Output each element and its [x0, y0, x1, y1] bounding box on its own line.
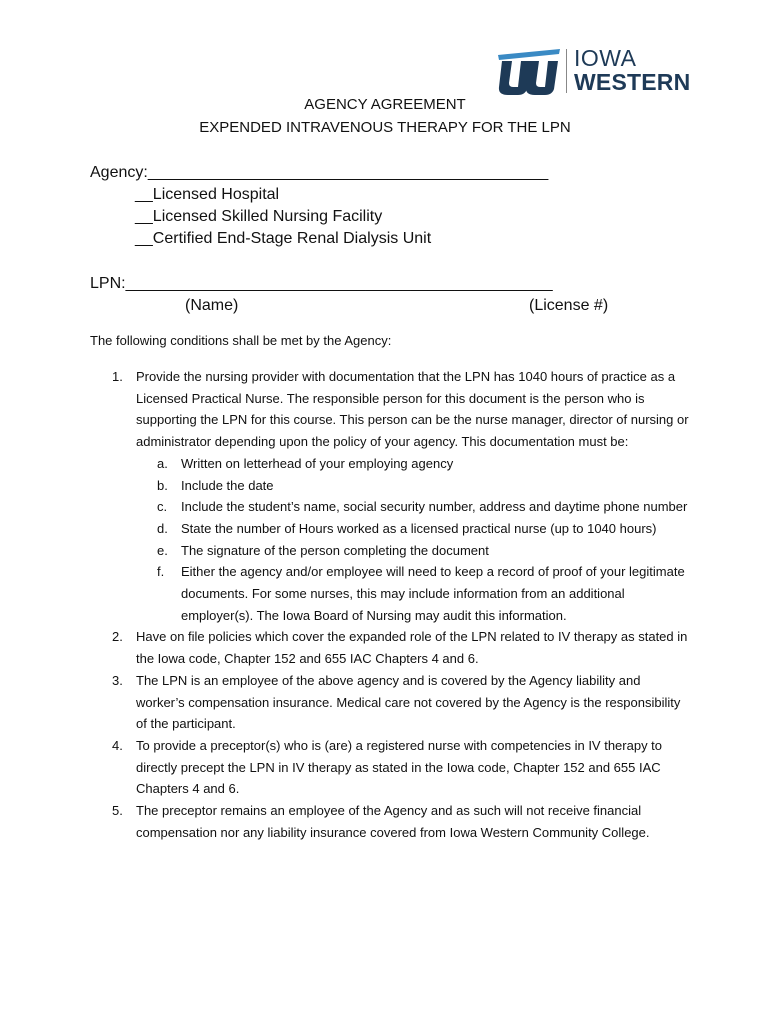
condition-text: Provide the nursing provider with documentation that the LPN has 1040 hours of practice as a Licensed Practical Nurse. The responsible person for this document is the person who is supporting the LPN for this course. This person can be the nurse manager, director of nursing or administrator depending upon the policy of your agency. This documentation must be:	[136, 369, 689, 450]
iowa-western-logo	[496, 45, 691, 97]
condition-number: 4.	[112, 737, 123, 753]
sub-item	[136, 453, 690, 475]
sub-text: Either the agency and/or employee will need to keep a record of proof of your legitimate documents. For some nurses, this may include information from an additional employer(s). The Iowa Board of Nursing may audit this information.	[181, 564, 685, 623]
logo-text-iowa: IOWA	[574, 45, 637, 71]
condition-number: 5.	[112, 803, 123, 819]
lpn-field[interactable]: LPN:________________________________________________	[90, 275, 553, 292]
condition-item	[90, 800, 690, 843]
condition-text: Have on file policies which cover the expanded role of the LPN related to IV therapy as stated in the Iowa code, Chapter 152 and 655 IAC Chapters 4 and 6.	[136, 629, 688, 667]
condition-item	[90, 366, 690, 453]
agency-option-skilled-nursing: __Licensed Skilled Nursing Facility	[135, 208, 383, 225]
sub-item	[136, 540, 690, 562]
lpn-license-label: (License #)	[529, 297, 609, 314]
sub-text: Include the student’s name, social security number, address and daytime phone number	[181, 499, 688, 515]
conditions-intro: The following conditions shall be met by the Agency:	[90, 333, 392, 348]
sub-letter: b.	[157, 477, 168, 493]
sub-item	[136, 561, 690, 626]
agency-field[interactable]: Agency:_____________________________________________	[90, 164, 549, 181]
agency-option-dialysis: __Certified End-Stage Renal Dialysis Unit	[135, 230, 432, 247]
sub-item	[136, 475, 690, 497]
logo-divider	[566, 49, 567, 93]
sub-text: The signature of the person completing the document	[181, 542, 489, 558]
sub-text: Written on letterhead of your employing agency	[181, 455, 454, 471]
condition-number: 2.	[112, 629, 123, 645]
condition-item	[90, 735, 690, 800]
agency-option-hospital: __Licensed Hospital	[135, 186, 280, 203]
condition-item	[90, 670, 690, 735]
condition-text: The preceptor remains an employee of the Agency and as such will not receive financial compensation nor any liability insurance covered from Iowa Western Community College.	[136, 803, 650, 840]
sub-letter: d.	[157, 520, 168, 536]
sub-item	[136, 496, 690, 518]
document-title: AGENCY AGREEMENT	[304, 96, 466, 113]
sub-letter: a.	[157, 455, 168, 471]
condition-item	[90, 626, 690, 669]
lpn-name-label: (Name)	[185, 297, 239, 314]
sub-text: Include the date	[181, 477, 274, 493]
sub-letter: e.	[157, 542, 168, 558]
logo-text-western: WESTERN	[574, 69, 691, 95]
condition-text: To provide a preceptor(s) who is (are) a registered nurse with competencies in IV therapy to directly precept the LPN in IV therapy as stated in the Iowa code, Chapter 152 and 655 IAC Chapters 4 and 6.	[136, 737, 663, 797]
sub-letter: f.	[157, 564, 165, 580]
sub-text: State the number of Hours worked as a licensed practical nurse (up to 1040 hours)	[181, 520, 657, 536]
document-subtitle: EXPENDED INTRAVENOUS THERAPY FOR THE LPN	[199, 119, 571, 136]
condition-number: 1.	[112, 369, 123, 384]
iowa-western-iw-logo-icon	[496, 45, 564, 97]
sub-item	[136, 518, 690, 540]
sub-letter: c.	[157, 499, 168, 515]
condition-text: The LPN is an employee of the above agency and is covered by the Agency liability and worker’s compensation insurance. Medical care not covered by the Agency is the responsibility of the participant.	[136, 672, 681, 732]
conditions-list	[90, 366, 690, 843]
condition-number: 3.	[112, 672, 123, 688]
